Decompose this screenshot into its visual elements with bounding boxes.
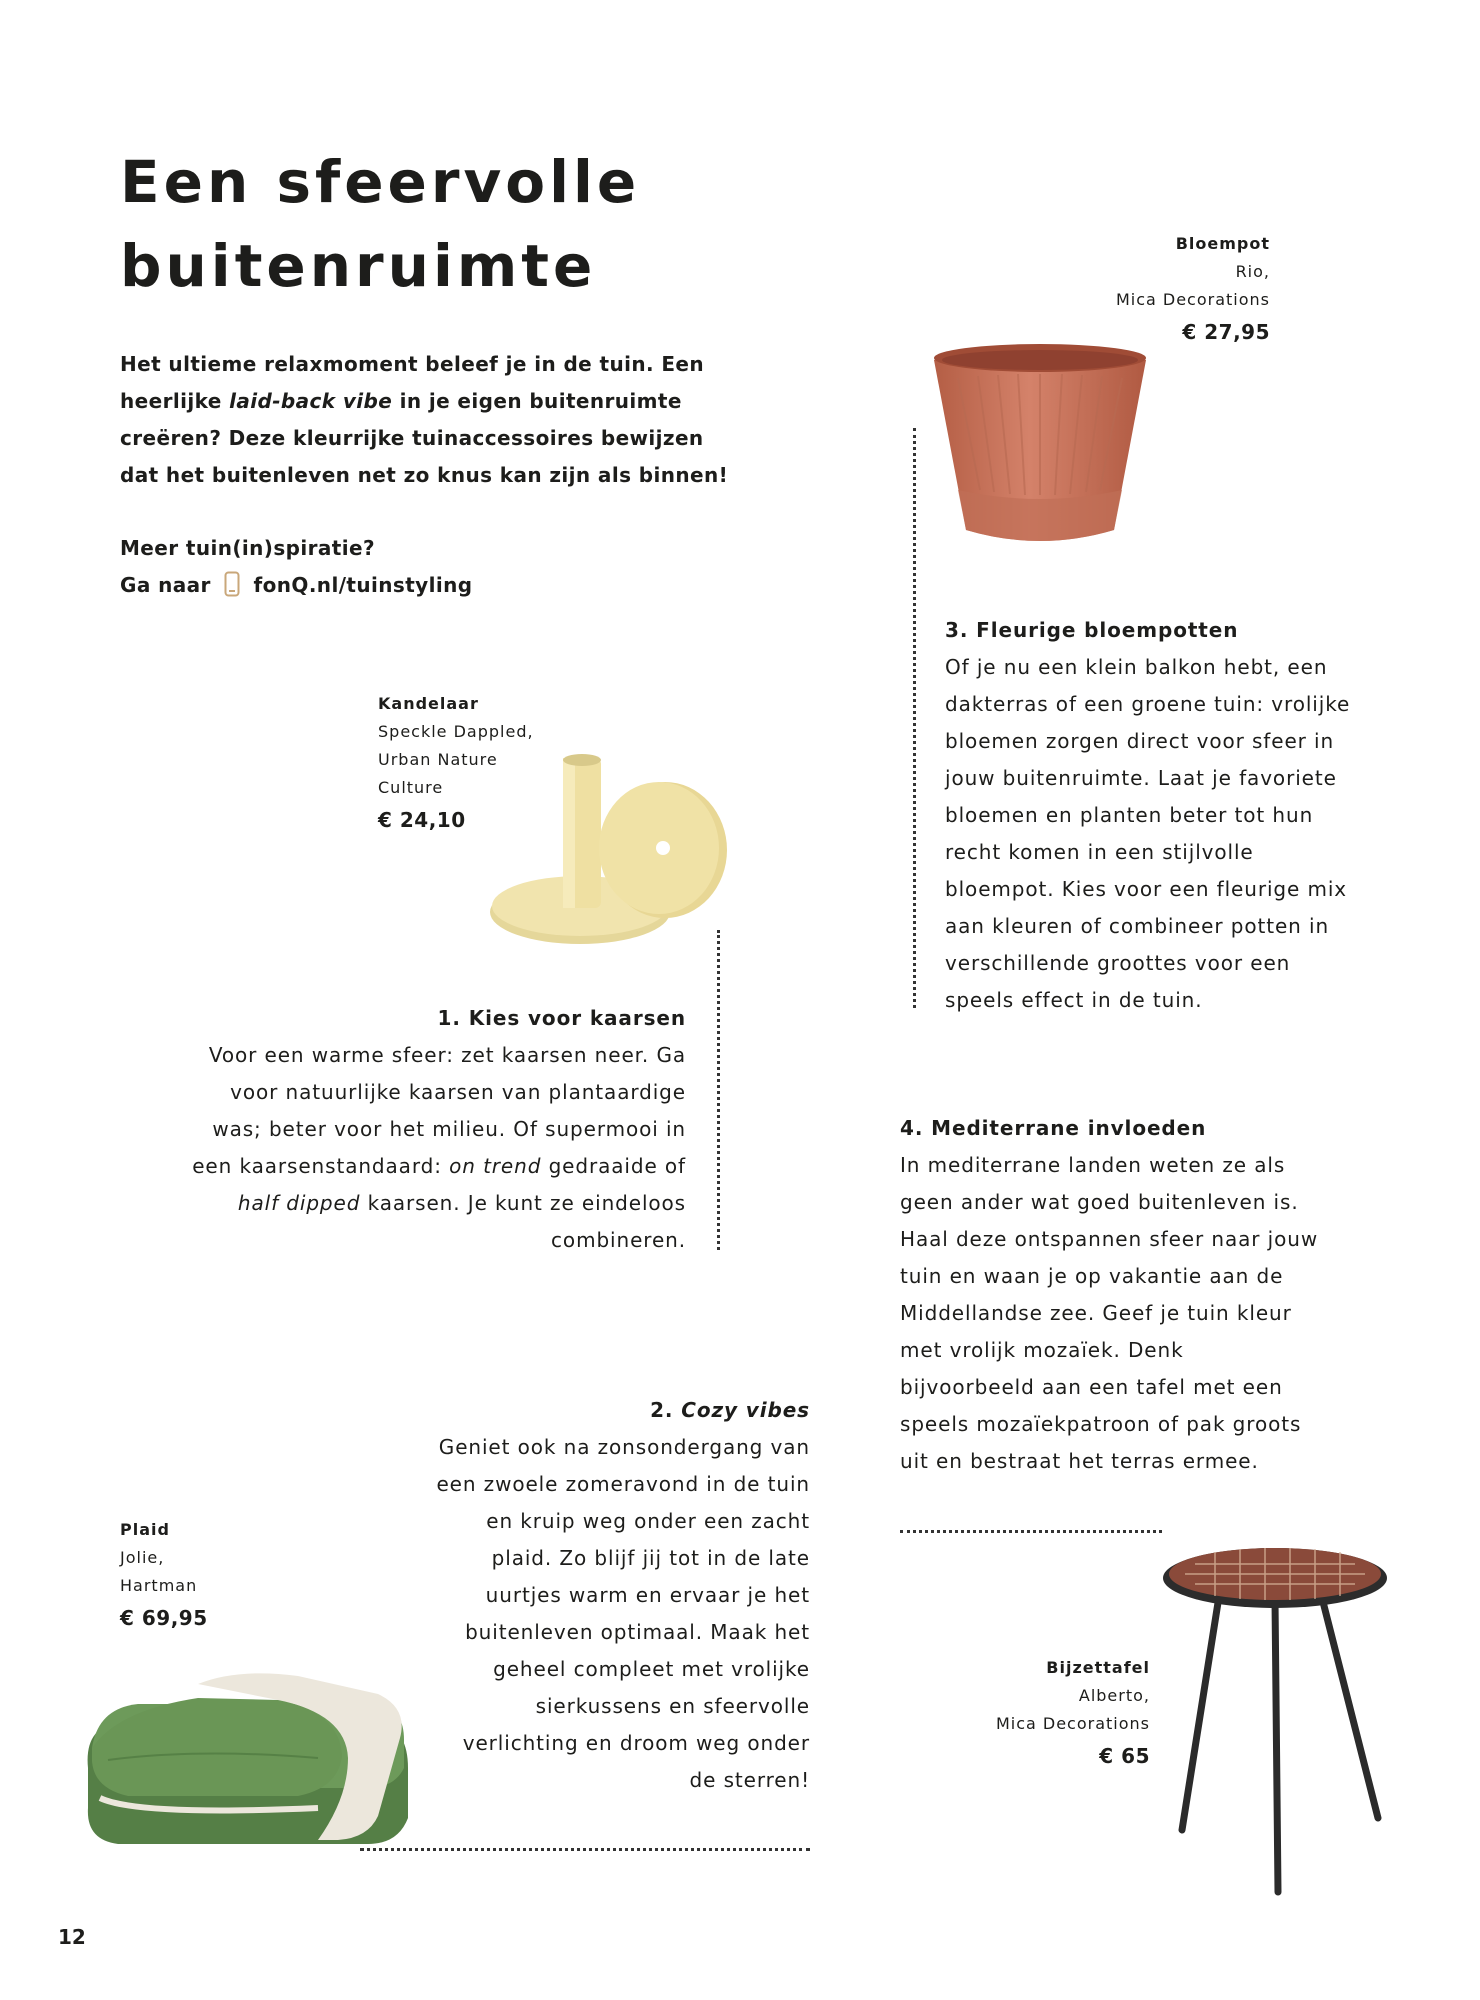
dotted-divider xyxy=(360,1848,810,1851)
product-line: Rio, xyxy=(1235,262,1270,281)
product-price: € 69,95 xyxy=(120,1606,208,1630)
product-line: Urban Nature xyxy=(378,750,498,769)
section-heading: 1. Kies voor kaarsen xyxy=(437,1006,686,1030)
section-italic: on trend xyxy=(449,1154,542,1178)
section-body: gedraaide of xyxy=(541,1154,686,1178)
product-price: € 24,10 xyxy=(378,808,466,832)
product-name: Bloempot xyxy=(1175,234,1270,253)
blanket-image xyxy=(78,1648,418,1853)
intro-text xyxy=(120,346,740,494)
intro-part-2: in je eigen buitenruimte creëren? Deze kleurrijke tuinaccessoires bewijzen dat het buitenleven net zo knus kan zijn als binnen! xyxy=(120,389,729,487)
product-line: Hartman xyxy=(120,1576,198,1595)
section-body: Of je nu een klein balkon hebt, een dakterras of een groene tuin: vrolijke bloemen zorgen direct voor sfeer in jouw buitenruimte. Laat je favoriete bloemen en planten beter tot hun recht komen in een stijlvolle bloempot. Kies voor een fleurige mix aan kleuren of combineer potten in verschillende groottes voor een speels effect in de tuin. xyxy=(945,655,1351,1012)
section-cozy-vibes xyxy=(430,1392,810,1799)
product-line: Speckle Dappled, xyxy=(378,722,534,741)
inspiration-link[interactable]: fonQ.nl/tuinstyling xyxy=(253,573,473,597)
title-line-1: Een sfeervolle xyxy=(120,148,641,216)
product-line: Jolie, xyxy=(120,1548,165,1567)
product-name: Kandelaar xyxy=(378,694,479,713)
product-line: Mica Decorations xyxy=(1115,290,1270,309)
intro-part-1: Het ultieme relaxmoment beleef je in de tuin. Een heerlijke xyxy=(120,352,705,413)
product-line: Culture xyxy=(378,778,444,797)
inspiration-question: Meer tuin(in)spiratie? xyxy=(120,536,375,560)
section-fleurige-bloempotten xyxy=(945,612,1365,1019)
section-body: Geniet ook na zonsondergang van een zwoele zomeravond in de tuin en kruip weg onder een zacht plaid. Zo blijf jij tot in de late uurtjes warm en ervaar je het buitenleven optimaal. Maak het geheel compleet met vrolijke sierkussens en sfeervolle verlichting en droom weg onder de sterren! xyxy=(436,1435,810,1792)
product-name: Plaid xyxy=(120,1520,170,1539)
title-line-2: buitenruimte xyxy=(120,232,597,300)
side-table-image xyxy=(1160,1540,1390,1905)
product-bloempot xyxy=(1000,230,1270,350)
phone-icon xyxy=(224,571,240,609)
product-plaid xyxy=(120,1516,340,1636)
candlestick-image xyxy=(485,750,735,955)
product-bijzettafel xyxy=(900,1654,1150,1774)
flowerpot-image xyxy=(928,340,1152,555)
section-heading: 3. Fleurige bloempotten xyxy=(945,618,1239,642)
dotted-divider xyxy=(913,428,916,1008)
inspiration-block xyxy=(120,530,620,609)
section-kaarsen xyxy=(180,1000,686,1259)
section-heading-number: 2. xyxy=(650,1398,682,1422)
section-heading xyxy=(430,1392,810,1429)
product-price: € 65 xyxy=(1099,1744,1150,1768)
product-name: Bijzettafel xyxy=(1046,1658,1150,1677)
goto-label: Ga naar xyxy=(120,573,211,597)
page-title xyxy=(120,140,820,308)
product-line: Alberto, xyxy=(1078,1686,1150,1705)
section-mediterrane-invloeden xyxy=(900,1110,1320,1480)
section-heading-italic: Cozy vibes xyxy=(681,1398,810,1422)
product-line: Mica Decorations xyxy=(995,1714,1150,1733)
page-number: 12 xyxy=(58,1925,86,1949)
section-body: In mediterrane landen weten ze als geen ander wat goed buitenleven is. Haal deze ontspannen sfeer naar jouw tuin en waan je op vakantie aan de Middellandse zee. Geef je tuin kleur met vrolijk mozaïek. Denk bijvoorbeeld aan een tafel met een speels mozaïekpatroon of pak groots uit en bestraat het terras ermee. xyxy=(900,1153,1319,1473)
section-body: Voor een warme sfeer: zet kaarsen neer. Ga voor natuurlijke kaarsen van plantaardige was; beter voor het milieu. Of supermooi in een kaarsenstandaard: xyxy=(192,1043,686,1178)
dotted-divider xyxy=(900,1530,1162,1533)
section-heading: 4. Mediterrane invloeden xyxy=(900,1116,1207,1140)
dotted-divider xyxy=(717,930,720,1250)
intro-italic: laid-back vibe xyxy=(229,389,393,413)
inspiration-goto xyxy=(120,567,620,609)
section-italic: half dipped xyxy=(237,1191,361,1215)
section-body: kaarsen. Je kunt ze eindeloos combineren. xyxy=(360,1191,686,1252)
product-price: € 27,95 xyxy=(1182,320,1270,344)
